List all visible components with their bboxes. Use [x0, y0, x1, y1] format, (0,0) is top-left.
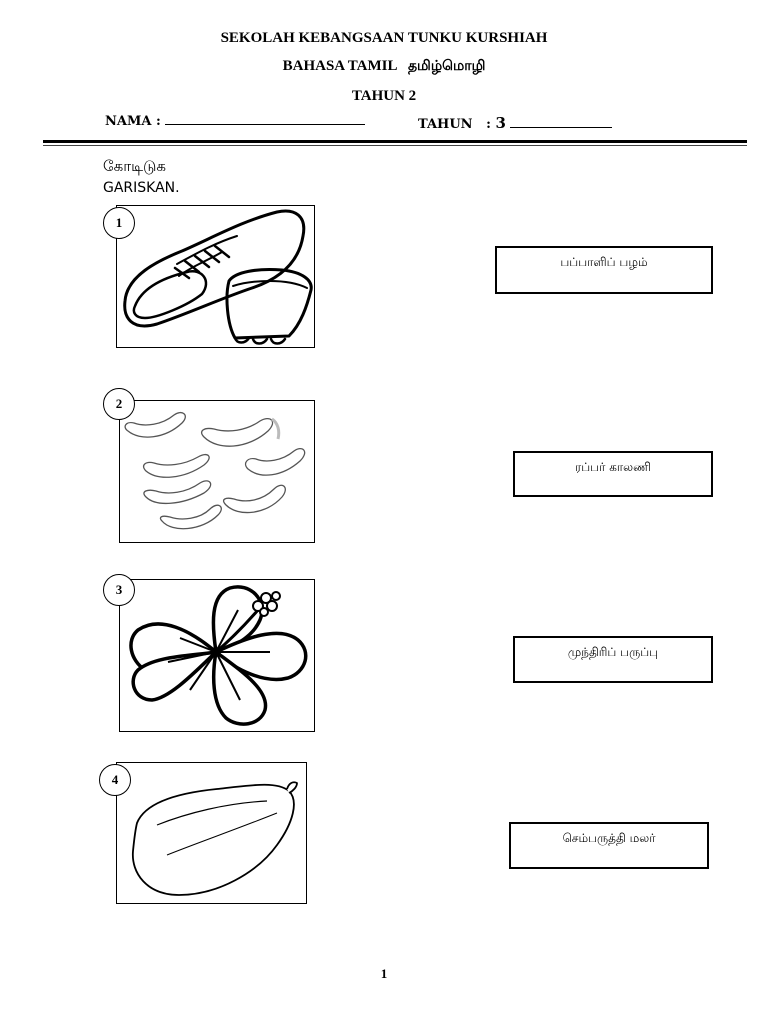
picture-shoe: [116, 205, 315, 348]
subject-latin: BAHASA TAMIL: [282, 58, 397, 74]
year-value: 3: [495, 114, 506, 132]
hibiscus-flower-icon: [120, 580, 314, 731]
item-number-3: 3: [103, 574, 135, 606]
word-label-4: செம்பருத்தி மலர்: [562, 831, 656, 845]
picture-papaya: [116, 762, 307, 904]
word-box-2[interactable]: [513, 451, 713, 497]
name-blank-line[interactable]: [165, 124, 365, 125]
header-divider: [43, 140, 747, 143]
subject-tamil: தமிழ்மொழி: [407, 58, 486, 74]
year-blank-line[interactable]: [510, 127, 612, 128]
picture-hibiscus-flower: [119, 579, 315, 732]
papaya-icon: [117, 763, 306, 903]
year-field: [418, 114, 612, 132]
name-label: NAMA :: [105, 114, 161, 129]
year-heading: TAHUN 2: [351, 88, 417, 104]
school-name: SEKOLAH KEBANGSAAN TUNKU KURSHIAH: [220, 30, 548, 46]
word-box-1[interactable]: [495, 246, 713, 294]
subject-line: [0, 58, 768, 76]
header-divider-thin: [43, 145, 747, 146]
shoe-icon: [117, 206, 314, 347]
word-box-4[interactable]: [509, 822, 709, 869]
picture-cashew-nuts: [119, 400, 315, 543]
word-label-2: ரப்பர் காலணி: [575, 460, 651, 474]
instruction-tamil: கோடிடுக: [103, 157, 167, 175]
item-number-1: 1: [103, 207, 135, 239]
year-colon: :: [486, 117, 491, 132]
item-number-2: 2: [103, 388, 135, 420]
instruction-malay: GARISKAN.: [103, 180, 180, 196]
name-field: [105, 114, 365, 129]
page-number: 1: [380, 966, 388, 981]
item-number-4: 4: [99, 764, 131, 796]
word-label-3: முந்திரிப் பருப்பு: [567, 645, 659, 659]
word-box-3[interactable]: [513, 636, 713, 683]
cashew-nuts-icon: [120, 401, 314, 542]
year-label: TAHUN: [418, 117, 473, 132]
word-label-1: பப்பாளிப் பழம்: [560, 255, 648, 269]
